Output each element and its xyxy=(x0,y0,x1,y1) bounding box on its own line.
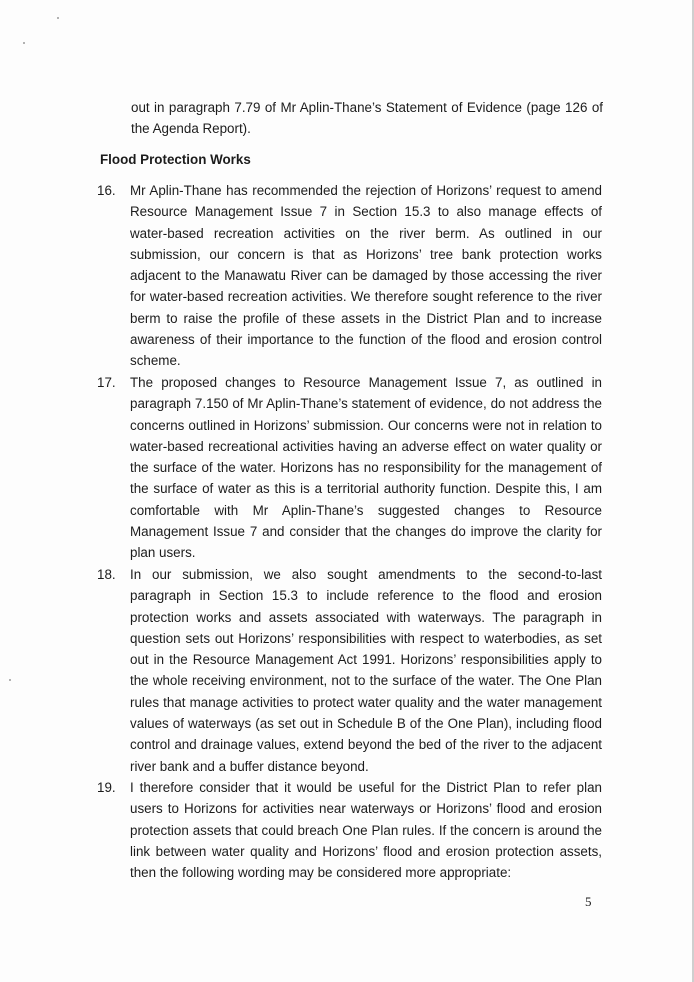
paragraph-text: In our submission, we also sought amendments to the second-to-last paragraph in Section 15.3 to include reference to the flood and erosion protection works and assets associated with waterways. The paragraph in question sets out Horizons’ responsibilities with respect to waterbodies, as set out in the Resource Management Act 1991. Horizons’ responsibilities apply to the whole receiving environment, not to the surface of the water. The One Plan rules that manage activities to protect water quality and the water management values of waterways (as set out in Schedule B of the One Plan), including flood control and drainage values, extend beyond the bed of the river to the adjacent river bank and a buffer distance beyond. xyxy=(130,567,602,774)
page-number: 5 xyxy=(585,894,592,909)
paragraph-text: I therefore consider that it would be useful for the District Plan to refer plan users to Horizons for activities near waterways or Horizons’ flood and erosion protection assets that could breach One Plan rules. If the concern is around the link between water quality and Horizons’ flood and erosion protection assets, then the following wording may be considered more appropriate: xyxy=(130,780,602,881)
paragraph-text: Mr Aplin-Thane has recommended the rejection of Horizons’ request to amend Resource Management Issue 7 in Section 15.3 to also manage effects of water-based recreation activities on the river berm. As outlined in our submission, our concern is that as Horizons’ tree bank protection works adjacent to the Manawatu River can be damaged by those accessing the river for water-based recreation activities. We therefore sought reference to the river berm to raise the profile of these assets in the District Plan and to increase awareness of their importance to the function of the flood and erosion control scheme. xyxy=(130,183,602,369)
paragraph-number: 16. xyxy=(97,183,116,198)
scan-speck xyxy=(23,42,25,44)
paragraph-number: 18. xyxy=(97,567,116,582)
scan-speck xyxy=(9,679,11,681)
section-heading: Flood Protection Works xyxy=(100,152,251,167)
paragraph-number: 19. xyxy=(97,780,116,795)
scan-speck xyxy=(57,17,59,19)
paragraph-number: 17. xyxy=(97,375,116,390)
paragraph-text: The proposed changes to Resource Management Issue 7, as outlined in paragraph 7.150 of Mr Aplin-Thane’s statement of evidence, do not address the concerns outlined in Horizons’ submission. Our concerns were not in relation to water-based recreational activities having an adverse effect on water quality or the surface of the water. Horizons has no responsibility for the management of the surface of water as this is a territorial authority function. Despite this, I am comfortable with Mr Aplin-Thane’s suggested changes to Resource Management Issue 7 and consider that the changes do improve the clarity for plan users. xyxy=(130,375,602,561)
intro-continuation-text: out in paragraph 7.79 of Mr Aplin-Thane’s Statement of Evidence (page 126 of the Agenda Report). xyxy=(131,100,603,137)
